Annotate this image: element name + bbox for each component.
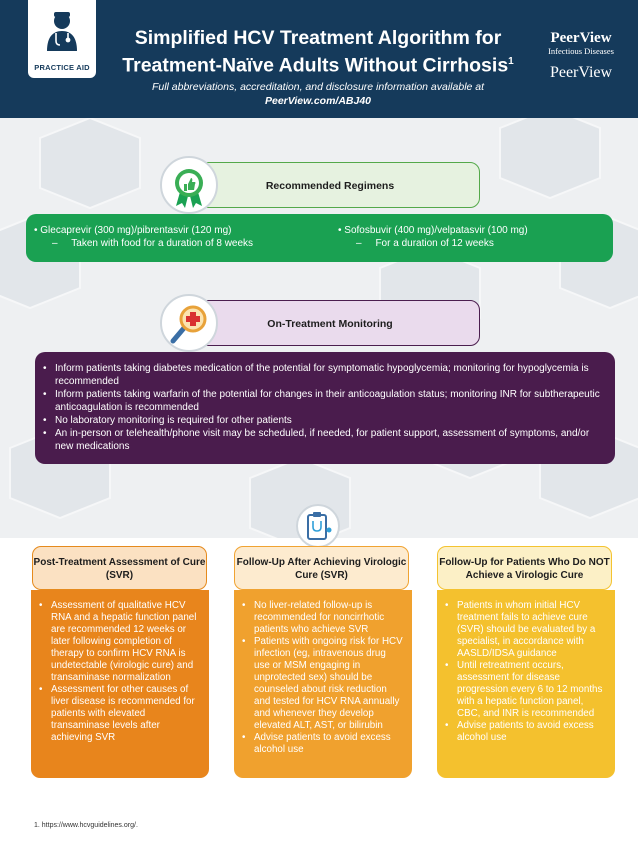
subtitle-line-1: Full abbreviations, accreditation, and disclosure information available at <box>151 81 485 93</box>
regimen-1-detail: Taken with food for a duration of 8 weeks <box>71 238 254 249</box>
monitoring-item: • No laboratory monitoring is required for other patients <box>43 414 603 427</box>
follow-up-svr-body <box>234 590 412 778</box>
magnifier-medical-icon <box>160 294 218 352</box>
page-subtitle <box>108 80 528 108</box>
list-item: • Until retreatment occurs, assessment for disease progression every 6 to 12 months with a hepatic function panel, CBC, and INR is recommended <box>445 660 607 720</box>
monitoring-item: • Inform patients taking diabetes medication of the potential for symptomatic hypoglycemia; monitoring for hypoglycemia is recommended <box>43 362 603 388</box>
title-line-2: Treatment-Naïve Adults Without Cirrhosis$^1$ <box>122 54 514 77</box>
brand-logo: PeerView <box>550 30 612 46</box>
list-item: • Advise patients to avoid excess alcohol use <box>445 720 607 744</box>
brand-logo-secondary: PeerView <box>549 64 613 81</box>
follow-up-svr-heading: Follow-Up After Achieving Virologic Cure (SVR) <box>234 546 409 590</box>
post-treatment-assessment-heading: Post-Treatment Assessment of Cure (SVR) <box>32 546 207 590</box>
follow-up-no-cure-heading: Follow-Up for Patients Who Do NOT Achieve a Virologic Cure <box>437 546 612 590</box>
monitoring-item: • Inform patients taking warfarin of the potential for changes in their anticoagulation status; monitoring INR for subtherapeutic anticoagulation is recommended <box>43 388 603 414</box>
regimen-2-detail: For a duration of 12 weeks <box>375 238 494 249</box>
page-title <box>108 26 528 78</box>
on-treatment-monitoring-pill: On-Treatment Monitoring <box>180 300 480 346</box>
list-item: • Patients in whom initial HCV treatment fails to achieve cure (SVR) should be evaluated by a specialist, in accordance with AASLD/IDSA guidance <box>445 600 607 660</box>
badge-label: PRACTICE AID <box>34 63 90 72</box>
regimen-1-name: Glecaprevir (300 mg)/pibrentasvir (120 mg) <box>40 225 232 236</box>
follow-up-no-cure-body <box>437 590 615 778</box>
list-item: • Assessment for other causes of liver disease is recommended for patients with elevated transaminase levels after achieving SVR <box>39 684 201 744</box>
list-item: • No liver-related follow-up is recommended for noncirrhotic patients who achieve SVR <box>242 600 404 636</box>
title-footnote-ref: 1 <box>508 56 514 67</box>
list-item: • Patients with ongoing risk for HCV infection (eg, intravenous drug use or MSM engaging in unprotected sex) should be counseled about risk reduction and tested for HCV RNA annually and whenever they develop elevated ALT, AST, or bilirubin <box>242 636 404 732</box>
regimen-glecaprevir: • Glecaprevir (300 mg)/pibrentasvir (120 mg) – Taken with food for a duration of 8 weeks <box>34 225 254 249</box>
monitoring-item: • An in-person or telehealth/phone visit may be scheduled, if needed, for patient support, assessment of symptoms, and/or new medications <box>43 427 603 453</box>
regimen-2-name: Sofosbuvir (400 mg)/velpatasvir (100 mg) <box>344 225 528 236</box>
regimens-box <box>26 214 613 262</box>
monitoring-box <box>35 352 615 464</box>
header-banner <box>0 0 638 118</box>
list-item: • Advise patients to avoid excess alcohol use <box>242 732 404 756</box>
list-item: • Assessment of qualitative HCV RNA and a hepatic function panel are recommended 12 weeks or later following completion of therapy to confirm HCV RNA is undetectable (virologic cure) and transaminase normalization <box>39 600 201 684</box>
doctor-icon <box>43 9 81 53</box>
brand-logo-sub: Infectious Diseases <box>548 46 614 56</box>
clipboard-icon <box>296 504 340 548</box>
title-line-1: Simplified HCV Treatment Algorithm for <box>134 27 502 49</box>
post-treatment-assessment-body <box>31 590 209 778</box>
subtitle-link[interactable]: PeerView.com/ABJ40 <box>264 95 372 107</box>
footnote: 1. https://www.hcvguidelines.org/. <box>34 822 138 829</box>
regimen-sofosbuvir: • Sofosbuvir (400 mg)/velpatasvir (100 mg) – For a duration of 12 weeks <box>338 225 528 249</box>
practice-aid-badge <box>28 0 96 78</box>
award-icon <box>160 156 218 214</box>
recommended-regimens-pill: Recommended Regimens <box>180 162 480 208</box>
